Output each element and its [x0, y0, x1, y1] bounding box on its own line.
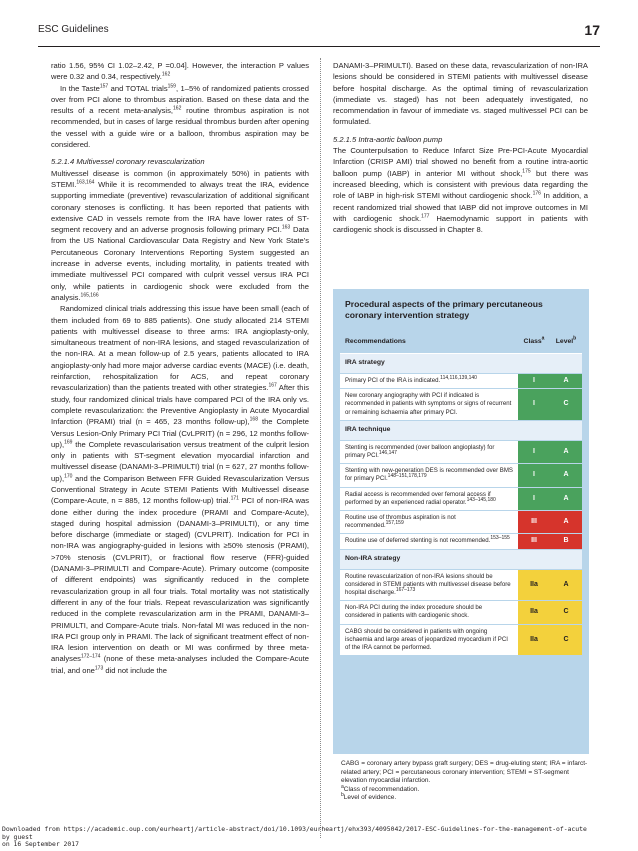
header-recommendations: Recommendations — [340, 331, 518, 354]
download-notice — [2, 826, 587, 849]
level-cell: C — [550, 601, 582, 624]
running-title: ESC Guidelines — [38, 24, 109, 35]
recommendation-text: New coronary angiography with PCI if indicated is recommended in patients with symptoms or signs of recurrent or remaining ischaemia after primary PCI. — [340, 389, 518, 421]
table-row — [340, 487, 582, 510]
paragraph: The Counterpulsation to Reduce Infarct Size Pre-PCI-Acute Myocardial Infarction (CRISP AMI) trial showed no benefit from a routine intra-aortic balloon pump (IABP) in anterior MI without shock,$^{175}$ but there was increased bleeding, which is consistent with previous data regarding the role of IABP in high-risk STEMI without cardiogenic shock.$^{176}$ In addition, a recent randomized trial showed that IABP did not improve outcomes in MI with cardiogenic shock.$^{177}$ Haemodynamic support in patients with cardiogenic shock is discussed in Chapter 8. — [333, 146, 589, 235]
page-number: 17 — [584, 22, 600, 38]
header-class: Class$^a$ — [518, 331, 550, 354]
recommendation-text: CABG should be considered in patients with ongoing ischaemia and large areas of jeopardized myocardium if PCI of the IRA cannot be performed. — [340, 624, 518, 656]
level-cell: A — [550, 511, 582, 534]
class-cell: IIa — [518, 601, 550, 624]
table-footnotes — [341, 760, 591, 803]
table-row — [340, 511, 582, 534]
class-cell: I — [518, 374, 550, 389]
class-cell: I — [518, 487, 550, 510]
level-cell: C — [550, 389, 582, 421]
table-row — [340, 389, 582, 421]
section-title: IRA technique — [340, 420, 582, 440]
class-cell: III — [518, 511, 550, 534]
recommendation-text: Routine use of thrombus aspiration is not recommended.$^{157,159}$ — [340, 511, 518, 534]
class-cell: I — [518, 464, 550, 487]
level-cell: C — [550, 624, 582, 656]
class-cell: III — [518, 534, 550, 549]
paragraph: Multivessel disease is common (in approximately 50%) in patients with STEMI.$^{163,164}$ While it is recommended to always treat the IRA, evidence supporting immediate (preventive) revascularization of additional significant coronary stenoses is conflicting. It has been reported that patients with extensive CAD in vessels remote from the IRA have lower rates of ST-segment recovery and an adverse prognosis following primary PCI.$^{163}$ Data from the US National Cardiovascular Data Registry and New York State's Percutaneous Coronary Interventions Reporting System suggested an increase in adverse events, including mortality, in patients treated with immediate multivessel PCI compared with culprit vessel versus IRA PCI only, while patients in cardiogenic shock were excluded from the analysis.$^{165,166}$ — [51, 168, 310, 302]
section-title: IRA strategy — [340, 354, 582, 374]
class-cell: IIa — [518, 569, 550, 601]
right-column — [333, 60, 588, 235]
section-title: Non-IRA strategy — [340, 549, 582, 569]
recommendation-text: Non-IRA PCI during the index procedure should be considered in patients with cardiogenic shock. — [340, 601, 518, 624]
download-by: by guest — [2, 832, 33, 841]
level-cell: A — [550, 464, 582, 487]
table-section-row — [340, 354, 582, 374]
table-row — [340, 569, 582, 601]
section-heading: 5.2.1.5 Intra-aortic balloon pump — [333, 134, 443, 144]
table-section-row — [340, 549, 582, 569]
class-cell: IIa — [518, 624, 550, 656]
header-level: Level$^b$ — [550, 331, 582, 354]
level-cell: A — [550, 569, 582, 601]
class-note: $^a$Class of recommendation. — [341, 783, 420, 793]
recommendations-table — [340, 331, 582, 656]
header-rule — [38, 46, 600, 47]
download-date: on 16 September 2017 — [2, 840, 79, 849]
class-cell: I — [518, 389, 550, 421]
paragraph: In the Taste$^{157}$ and TOTAL trials$^{159}$, 1–5% of randomized patients crossed over from PCI alone to thrombus aspiration. Based on these data and the results of a recent meta-analysis,$^{162}$ routine thrombus aspiration is not recommended, but in cases of large residual thrombus burden after opening the vessel with a guide wire or a balloon, thrombus aspiration may be considered. — [51, 83, 310, 150]
table-row — [340, 374, 582, 389]
page-header — [38, 24, 600, 44]
box-title: Procedural aspects of the primary percutaneous coronary intervention strategy — [345, 299, 543, 320]
download-url: Downloaded from https://academic.oup.com/eurheartj/article-abstract/doi/10.1093/eurheartj/ehx393/4095042/2017-ESC-Guidelines-for-the-management-of-acute — [2, 825, 587, 833]
class-cell: I — [518, 440, 550, 463]
paragraph: ratio 1.56, 95% CI 1.02–2.42, P =0.04]. However, the interaction P values were 0.32 and 0.34, respectively.$^{162}$ — [51, 61, 309, 82]
recommendation-text: Stenting is recommended (over balloon angioplasty) for primary PCI.$^{146,147}$ — [340, 440, 518, 463]
level-note: $^b$Level of evidence. — [341, 792, 397, 802]
level-cell: A — [550, 440, 582, 463]
recommendations-box — [333, 289, 589, 754]
level-cell: A — [550, 374, 582, 389]
table-row — [340, 440, 582, 463]
recommendation-text: Routine revascularization of non-IRA lesions should be considered in STEMI patients with multivessel disease before hospital discharge.$^{167-173}$ — [340, 569, 518, 601]
left-column — [51, 60, 309, 676]
recommendation-text: Stenting with new-generation DES is recommended over BMS for primary PCI.$^{148-151,178,179}$ — [340, 464, 518, 487]
table-row — [340, 464, 582, 487]
table-row — [340, 534, 582, 549]
section-heading: 5.2.1.4 Multivessel coronary revascularization — [51, 157, 205, 167]
recommendation-text: Primary PCI of the IRA is indicated.$^{114,116,139,140}$ — [340, 374, 518, 389]
table-row — [340, 601, 582, 624]
recommendation-text: Radial access is recommended over femoral access if performed by an experienced radial operator.$^{143-145,180}$ — [340, 487, 518, 510]
recommendation-text: Routine use of deferred stenting is not recommended.$^{153-155}$ — [340, 534, 518, 549]
table-header-row — [340, 331, 582, 354]
column-divider — [320, 58, 321, 838]
abbreviations-note: CABG = coronary artery bypass graft surgery; DES = drug-eluting stent; IRA = infarct-related artery; PCI = percutaneous coronary intervention; STEMI = ST-segment elevation myocardial infarction. — [341, 760, 588, 785]
table-row — [340, 624, 582, 656]
paragraph: DANAMI-3–PRIMULTI). Based on these data, revascularization of non-IRA lesions should be considered in STEMI patients with multivessel disease before hospital discharge. As the optimal timing of revascularization (immediate vs. staged) has not been adequately investigated, no recommendation in favour of immediate vs. staged multivessel PCI can be formulated. — [333, 61, 588, 127]
paragraph: Randomized clinical trials addressing this issue have been small (each of them included from 69 to 885 patients). One study allocated 214 STEMI patients with multivessel disease to three arms: IRA angioplasty-only, simultaneous treatment of non-IRA lesions, and staged revascularization of the non-IRA. At a mean follow-up of 2.5 years, patients allocated to IRA angioplasty-only had more major adverse cardiac events (MACE) (i.e. death, reinfarction, rehospitalization for ACS, and repeat coronary revascularization) than the patients treated with other strategies.$^{167}$ After this study, four randomized clinical trials have compared PCI of the IRA only vs. complete revascularization: the Preventive Angioplasty in Acute Myocardial Infarction (PRAMI) trial (n = 465, 23 months follow-up),$^{168}$ the Complete Versus Lesion-Only Primary PCI Trial (CvLPRIT) (n = 296, 12 months follow-up),$^{169}$ the Complete revascularisation versus treatment of the culprit lesion only in patients with ST-segment elevation myocardial infarction and multivessel disease (DANAMI-3–PRIMULTI) trial (n = 627, 27 months follow-up),$^{170}$ and the Comparison Between FFR Guided Revascularization Versus Conventional Strategy in Acute STEMI Patients With Multivessel disease (Compare-Acute, n = 885, 12 months follow-up) trial.$^{171}$ PCI of non-IRA was done either during the index procedure (PRAMI and Compare-Acute), staged during hospital admission (DANAMI-3–PRIMULTI), or any time before discharge (immediate or staged) (CVLPRIT). Indication for PCI in non-IRA was angiography-guided in lesions with ≥50% stenosis (PRAMI), >70% stenosis (CVLPRIT), or fractional flow reserve (FFR)-guided (DANAMI-3–PRIMULTI and Compare-Acute). Primary outcome (composite of different endpoints) was significantly reduced in the complete revascularization group in all four trials. Total mortality was not statistically different in any of the four trials. Repeat revascularization was significantly reduced in the complete revascularization arm in the PRAMI, DANAMI-3–PRIMULTI, and Compare-Acute trials. Non-fatal MI was reduced in the non-IRA PCI group only in PRAMI. The lack of significant treatment effect of non-IRA lesion intervention on death or MI was confirmed by three meta-analyses$^{172-174}$ (none of these meta-analyses included the Compare-Acute trial, and one$^{173}$ did not include the — [51, 304, 309, 675]
table-section-row — [340, 420, 582, 440]
level-cell: B — [550, 534, 582, 549]
level-cell: A — [550, 487, 582, 510]
